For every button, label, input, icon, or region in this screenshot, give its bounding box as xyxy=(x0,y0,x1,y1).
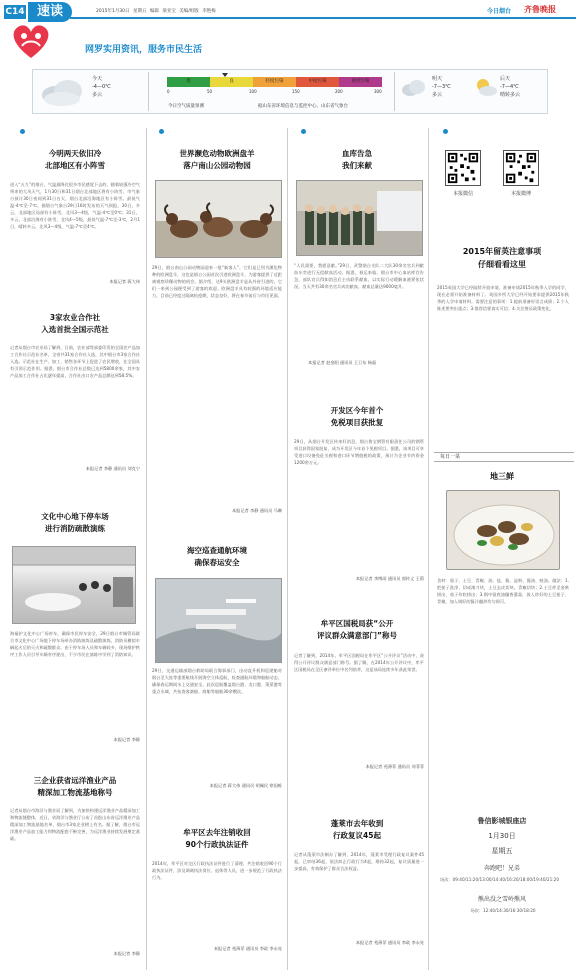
aqi-tick: 0 xyxy=(167,89,170,94)
article-byline: 本报记者 苑薄菲 通讯员 李政 李永亮 xyxy=(213,946,282,951)
sun-cloud-icon xyxy=(474,76,498,98)
section-title: 速读 xyxy=(28,2,72,22)
film-showtimes: 场次：12:40/14:30/16:30/18:20 xyxy=(470,908,536,913)
column-divider xyxy=(428,128,429,970)
article-byline: 本报记者 李静 通讯员 马琳 xyxy=(231,508,282,513)
article-body: 29日，从烟台开发区传来好消息，烟台鲁宝钢管有限责任公司的钢管项目获得国家批复，成为开发区今年首个免税项目。据悉，该项目可享受进口设备免征关税和进口环节增值税的政策，预计为企业节约资金1200余万元。 xyxy=(294,439,424,465)
article-title: 牟平区去年注销收回 90个行政执法证件 xyxy=(183,828,251,849)
article-body: 记者了解到，2014年，牟平区国税局在牟平区“公开评议”活动中，获得公开评议群众满意部门称号。据了解，在2014年公开评议中，牟平区国税局在全区参评单位中名列前茅，这是该局连续多年获此荣誉。 xyxy=(294,653,424,672)
dish-photo xyxy=(446,490,560,570)
weather-today xyxy=(92,75,111,99)
weather-tomorrow-temp: -7—3℃ xyxy=(432,84,451,90)
wechat-qr-code-icon[interactable] xyxy=(445,150,481,186)
column-marker xyxy=(20,129,25,134)
article-body: 2015英国大学已经陆续开放申请，准备申请2015年秋季入学的同学，现在必须开始准备材料了。英国多所大学已经开始要求提供2015年秋季的入学申请材料。需要注意的事项：1.提前准备好语言成绩；2.个人陈述要突出重点；3.推荐信要真实可信；4.关注签证政策变化。 xyxy=(437,285,569,311)
parking-lot-photo xyxy=(12,546,136,624)
aqi-tick: 100 xyxy=(249,89,257,94)
recipe-body: 食材：茄子、土豆、青椒、油、盐、酱、淀粉、酱油、蚝油。做法：1.把茄子洗净，切成滚刀块，土豆去皮切块，青椒切块；2.土豆炸至金黄捞出，茄子炸软捞出；3.锅中留底油爆香葱蒜，放入炸好的土豆茄子、青椒，加入调好的酱汁翻炒均匀即可。 xyxy=(437,578,569,604)
aqi-level-moderate: 中度污染 xyxy=(296,77,339,87)
weather-after-temp: -7—4℃ xyxy=(500,84,519,90)
article-byline: 本报记者 李静 xyxy=(113,951,140,956)
aqi-level-good: 良 xyxy=(210,77,253,87)
wechat-qr-label: 本报微信 xyxy=(452,191,473,197)
weather-after-label: 后天 xyxy=(500,76,511,82)
article-body: “人民需要，我愿意献。”29日，武警烟台支队二大队30余名官兵到献血车旁进行无偿献血活动。据悉，春运来临，烟台市中心血站库存告急，部队官兵得知消息后主动联系献血，以实际行动缓解血液紧张状况。当天共有30余名官兵成功献血，献血总量达9000毫升。 xyxy=(294,263,424,289)
article-title: 蓬莱市去年收到 行政复议45起 xyxy=(330,819,384,840)
article-title: 海空巡查通航环境 确保春运安全 xyxy=(187,546,247,567)
article-body: 2014年，牟平区对全区行政执法证件进行了清理，共注销收回90个行政执法证件，涉及调离执法岗位、退休等人员，进一步规范了行政执法行为。 xyxy=(152,861,282,880)
column-divider xyxy=(146,128,147,970)
cinema-day: 星期五 xyxy=(491,847,513,855)
weather-today-label: 今天 xyxy=(92,76,103,82)
article-byline: 本报记者 蒋大伟 通讯员 胡佩民 徐国栋 xyxy=(209,783,282,788)
article-byline: 本报记者 李静 通讯员 刘克宁 xyxy=(85,466,140,471)
article-body: 进入“五九”的烟台，气温最降比很多市民感觉下去的。随着较强冷空气带来的大风天气，1月30日和31日烟台北部地区将有小阵雪，市气象台预计30日夜间到31日白天，烟台北部沿海地区有小阵雪。最低气温-4℃至-7℃。据烟台气象台29日16时发布的天气预报，30日，多云，北部地区局部有小阵雪，北风3—4级，气温-4℃至0℃；31日，多云，北部沿海有小阵雪，北风4—5级，最低气温-7℃至-3℃，2月1日，晴转多云，北风3—4级，气温-7℃至4℃。 xyxy=(10,182,140,229)
weather-divider xyxy=(394,72,395,111)
article-title: 三企业获省远洋渔业产品 精深加工物流基地称号 xyxy=(33,776,117,797)
cloud-icon xyxy=(400,76,426,98)
aqi-marker-icon xyxy=(222,73,228,77)
article-byline: 本报记者 蒋大伟 xyxy=(109,279,140,284)
slogan: 网罗实用资讯，服务市民生活 xyxy=(85,45,203,55)
recipe-title: 地三鲜 xyxy=(490,472,514,481)
article-byline: 本报记者 苑薄菲 通讯员 刘菲菲 xyxy=(365,764,424,769)
weather-divider xyxy=(148,72,149,111)
heart-logo-icon xyxy=(8,22,54,60)
section-bar-label: 每日一菜 xyxy=(440,454,461,460)
column-divider xyxy=(287,128,288,970)
aqi-bar xyxy=(167,77,382,94)
film-showtimes: 场次：09:40/11:20/13:00/14:40/16:20/18:00/19:40/21:20 xyxy=(440,877,559,882)
article-byline: 本报记者 李静 xyxy=(113,737,140,742)
article-byline: 本报记者 李博雨 通讯员 郭传义 王莉 xyxy=(355,576,424,581)
article-title: 开发区今年首个 免税项目获批复 xyxy=(330,406,384,427)
cinema-date: 1月30日 xyxy=(488,832,516,840)
article-body: 记者从烟台市农业局了解到，日前，农业部等部委印发的全国农产品加工合作社示范社名单，全省共31家合作社入选，其中烟台市3家合作社入选。示范社在生产、加工、销售各环节上促进了农民增收，在全国具有引领示范作用。据悉，烟台市合作社总数已达到5800余家，其中农产品加工合作社占比逐年提高，合作社出口农产品总额达到58.5%。 xyxy=(10,345,140,378)
article-title: 3家农业合作社 入选首批全国示范社 xyxy=(41,313,109,334)
weibo-qr-code-icon[interactable] xyxy=(503,150,539,186)
aqi-tick: 150 xyxy=(292,89,300,94)
article-title: 血库告急 我们来献 xyxy=(342,149,372,170)
aqi-tick: 300 xyxy=(374,89,382,94)
cloud-icon xyxy=(38,73,86,107)
article-body: 海福护文化中心广场停车，确保市民停车安全，29日烟台市城管局联合市文化中心广场地下停车场举办消防演练及疏散演练，消防员模拟车辆起火后的灭火和疏散群众。由于停车场人员和车辆较多，现场维护秩序工作人员引导车辆有序驶出，不少市民在演练中学到了消防知识。 xyxy=(10,631,140,657)
article-byline: 本报记者 苑薄菲 通讯员 李政 李永亮 xyxy=(355,940,424,945)
mouflon-photo xyxy=(155,180,282,258)
harbor-aerial-photo xyxy=(155,578,282,663)
aqi-source: 据山东省环境信息与监控中心、山东省气象台 xyxy=(258,104,348,109)
article-byline: 本报记者 赵金阳 通讯员 王卫东 杨磊 xyxy=(308,360,377,365)
article-title: 今明两天依旧冷 北部地区有小阵雪 xyxy=(45,149,105,170)
weibo-qr-label: 本报微博 xyxy=(510,191,531,197)
issue-info: 2015年1月30日 星期五 编辑 梁亚宝 美编/组版 李艳梅 xyxy=(96,9,216,14)
aqi-tick: 50 xyxy=(207,89,213,94)
article-title: 文化中心地下停车场 进行消防疏散演练 xyxy=(41,512,109,533)
aqi-tick: 200 xyxy=(335,89,343,94)
article-body: 29日，交通运输部烟台救助局联合海事部门，出动直升机和巡逻船对烟台至大连等重要航线开展海空立体巡航，检查通航环境和船舶动态，确保春运期间水上交通安全。此次巡航覆盖烟台港、龙口港、蓬莱港等重点水域，共检查客滚船、商船等船舶30余艘次。 xyxy=(152,668,282,694)
weather-today-temp: -4—0℃ xyxy=(92,84,111,90)
cinema-name: 鲁信影城银座店 xyxy=(477,817,527,825)
section-bar xyxy=(434,452,574,462)
article-body: 记者从烟台市海洋与渔业局了解到，为加快构建远洋渔业产品精深加工和物流链整体，近日，省海洋与渔业厅公布了首批山东省远洋渔业产品精深加工物流基地名单，烟台市3家企业榜上有名。据了解，烟台市远洋渔业产品加工能力和物流配套不断完善，为远洋渔业持续发展奠定基础。 xyxy=(10,808,140,841)
column-marker xyxy=(443,129,448,134)
film-title: 奔跑吧！兄弟 xyxy=(483,865,520,872)
page-number-badge: C14 xyxy=(5,7,25,17)
column-marker xyxy=(159,129,164,134)
paper-logo-qilu-evening: 齐鲁晚报 xyxy=(524,4,556,14)
paper-name-today-yantai: 今日烟台 xyxy=(487,8,512,15)
aqi-level-light: 轻度污染 xyxy=(253,77,296,87)
aqi-caption: 今日空气质量预测 xyxy=(168,104,204,109)
weather-after xyxy=(500,75,520,99)
weather-today-cond: 多云 xyxy=(92,92,103,98)
weather-tomorrow-cond: 多云 xyxy=(432,92,443,98)
article-title: 世界濒危动物欧洲盘羊 落户南山公园动物园 xyxy=(179,149,255,170)
article-body: 记者从蓬莱市法制办了解到，2014年，蓬莱市受理行政复议案件45起，已审结36起，依法纠正行政行为4起，维持32起，复议质量进一步提高，有效保护了群众合法权益。 xyxy=(294,852,424,871)
aqi-level-excellent: 优 xyxy=(167,77,210,87)
weather-after-cond: 晴转多云 xyxy=(500,92,521,98)
header-rule xyxy=(70,17,576,19)
article-title: 2015年留英注意事项 仔细看看这里 xyxy=(462,247,542,269)
column-marker xyxy=(301,129,306,134)
article-body: 29日，烟台南山公园动物园迎来一批“新客人”，它们是已列为濒危物种的欧洲盘羊，这也是烟台公园首次引进欧洲盘羊，为游客提供了近距离观察珍稀动物的机会。据介绍，这9头欧洲盘羊是从外省引进的，它们一来到公园便受到了游客的欢迎。欧洲盘羊具有较强的环境适应能力，目前已经度过隔离检疫期，状态良好，将在春节前后与市民见面。 xyxy=(152,265,282,298)
article-title: 牟平区国税局获“公开 评议群众满意部门”称号 xyxy=(317,619,397,640)
weather-tomorrow xyxy=(432,75,451,99)
blood-donation-photo xyxy=(296,180,423,256)
weather-tomorrow-label: 明天 xyxy=(432,76,443,82)
film-title: 熊出没之雪岭熊风 xyxy=(477,896,526,903)
aqi-level-heavy: 重度污染 xyxy=(339,77,382,87)
